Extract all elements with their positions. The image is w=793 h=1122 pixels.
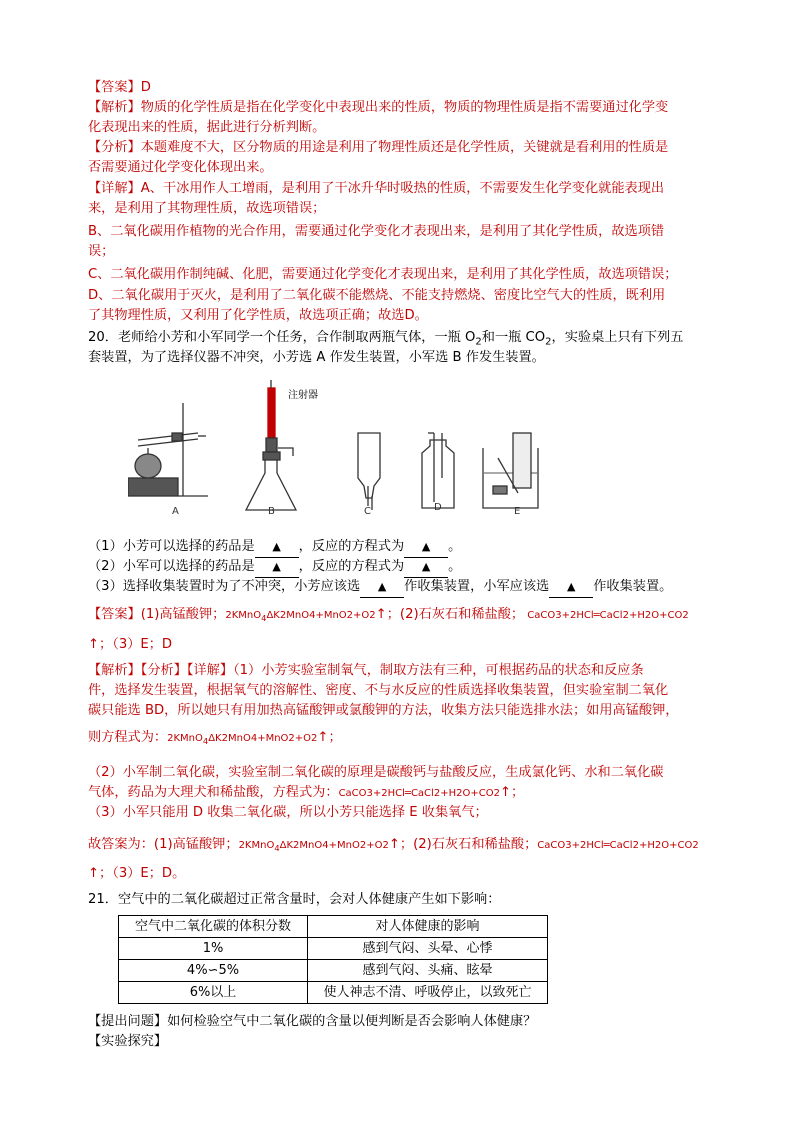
subquestion-3: （3）选择收集装置时为了不冲突，小芳应该选 ▲ 作收集装置，小军应该选 ▲ 作收集装置。 — [88, 577, 672, 598]
apparatus-figure — [128, 378, 588, 523]
raise-question: 【提出问题】如何检验空气中二氧化碳的含量以便判断是否会影响人体健康？ — [88, 1014, 537, 1029]
option-d-line2: 了其物理性质，又利用了化学性质，故选项正确；故选D。 — [88, 308, 428, 323]
question-20-line2: 套装置，为了选择仪器不冲突，小芳选 A 作发生装置，小军选 B 作发生装置。 — [88, 350, 545, 365]
apparatus-d — [422, 433, 454, 508]
table-row — [119, 982, 548, 1004]
table-cell: 感到气闷、头痛、眩晕 — [308, 960, 548, 982]
analysis-19-line1: 【解析】物质的化学性质是指在化学变化中表现出来的性质，物质的物理性质是指不需要通过化学变 — [88, 100, 669, 115]
final-answer-line2: ↑；（3）E；D。 — [88, 866, 186, 881]
explain-20-line2: 件，选择发生装置，根据氧气的溶解性、密度、不与水反应的性质选择收集装置，但实验室制二氧化 — [88, 683, 669, 698]
apparatus-e — [483, 433, 538, 508]
explain-20-line3: 碳只能选 BD，所以她只有用加热高锰酸钾或氯酸钾的方法，收集方法只能选排水法；如用高锰酸钾， — [88, 703, 679, 718]
table-header-row — [119, 916, 548, 938]
experiment-heading: 【实验探究】 — [88, 1034, 168, 1049]
question-20-line1: 20．老师给小芳和小军同学一个任务，合作制取两瓶气体，一瓶 $O_2$和一瓶 $CO_2$，实验桌上只有下列五 — [88, 330, 684, 348]
answer-20-line1: 【答案】(1)高锰酸钾；2KMnO$_4$ΔK2MnO4+MnO2+O2↑；(2)石灰石和稀盐酸； CaCO3+2HCl═CaCl2+H2O+CO2 — [88, 607, 689, 623]
apparatus-a — [128, 403, 208, 496]
subquestion-1: （1）小芳可以选择的药品是 ▲ ，反应的方程式为 ▲ 。 — [88, 537, 461, 558]
para2-line1: （2）小军制二氧化碳，实验室制二氧化碳的原理是碳酸钙与盐酸反应，生成氯化钙、水和二氧化碳 — [88, 765, 664, 780]
explain-20-line4: 则方程式为：2KMnO$_4$ΔK2MnO4+MnO2+O2↑； — [88, 730, 342, 746]
fenxi-19-line2: 否需要通过化学变化体现出来。 — [88, 160, 273, 175]
explain-20-line1: 【解析】【分析】【详解】（1）小芳实验室制氧气，制取方法有三种，可根据药品的状态和反应条 — [88, 663, 644, 678]
label-b: B — [268, 506, 275, 517]
table-cell: 4%∽5% — [119, 960, 308, 982]
label-a: A — [172, 506, 179, 517]
subquestion-2: （2）小军可以选择的药品是 ▲ ，反应的方程式为 ▲ 。 — [88, 557, 461, 578]
answer-20-line2: ↑；（3）E；D — [88, 637, 173, 652]
answer-19: 【答案】D — [88, 80, 151, 95]
table-cell: 6%以上 — [119, 982, 308, 1004]
label-d: D — [434, 502, 442, 513]
table-header-cell: 空气中二氧化碳的体积分数 — [119, 916, 308, 938]
para2-line2: 气体，药品为大理犬和稀盐酸，方程式为：CaCO3+2HCl═CaCl2+H2O+CO2↑； — [88, 785, 525, 800]
table-cell: 1% — [119, 938, 308, 960]
label-e: E — [514, 506, 521, 517]
syringe-label: 注射器 — [288, 390, 318, 401]
fenxi-19-line1: 【分析】本题难度不大，区分物质的用途是利用了物理性质还是化学性质，关键就是看利用的性质是 — [88, 140, 669, 155]
apparatus-c — [358, 433, 380, 510]
option-b-line1: B、二氧化碳用作植物的光合作用，需要通过化学变化才表现出来，是利用了其化学性质，故选项错 — [88, 224, 665, 239]
analysis-19-line2: 化表现出来的性质，据此进行分析判断。 — [88, 120, 326, 135]
table-cell: 感到气闷、头晕、心悸 — [308, 938, 548, 960]
option-d-line1: D、二氧化碳用于灭火，是利用了二氧化碳不能燃烧、不能支持燃烧、密度比空气大的性质，既利用 — [88, 288, 666, 303]
para2-line3: （3）小军只能用 D 收集二氧化碳，所以小芳只能选择 E 收集氧气； — [88, 805, 488, 820]
final-answer-line1: 故答案为：(1)高锰酸钾；2KMnO$_4$ΔK2MnO4+MnO2+O2↑；(2)石灰石和稀盐酸；CaCO3+2HCl═CaCl2+H2O+CO2 — [88, 837, 699, 853]
table-row — [119, 938, 548, 960]
detail-19-line1: 【详解】A、干冰用作人工增雨，是利用了干冰升华时吸热的性质，不需要发生化学变化就能表现出 — [88, 181, 665, 196]
detail-19-line2: 来，是利用了其物理性质，故选项错误； — [88, 201, 326, 216]
table-cell: 使人神志不清、呼吸停止，以致死亡 — [308, 982, 548, 1004]
apparatus-drawing — [128, 378, 588, 523]
option-c: C、二氧化碳用作制纯碱、化肥，需要通过化学变化才表现出来，是利用了其化学性质，故选项错误； — [88, 267, 678, 282]
table-row — [119, 960, 548, 982]
option-b-line2: 误； — [88, 244, 115, 259]
co2-effects-table — [118, 915, 548, 1004]
label-c: C — [364, 506, 371, 517]
table-header-cell: 对人体健康的影响 — [308, 916, 548, 938]
question-21: 21．空气中的二氧化碳超过正常含量时，会对人体健康产生如下影响： — [88, 892, 501, 907]
